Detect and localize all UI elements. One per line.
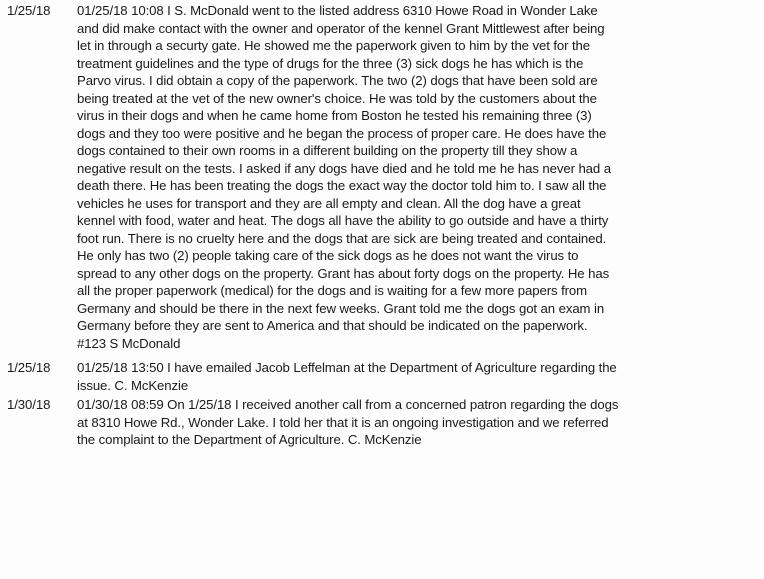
entry-date: 1/25/18 bbox=[7, 3, 51, 18]
entry-text bbox=[77, 359, 717, 394]
text-line: negative result on the tests. I asked if any dogs have died and he told me he has never had a bbox=[77, 160, 611, 176]
text-line: all the proper paperwork (medical) for the dogs and is waiting for a few more papers from bbox=[77, 283, 588, 298]
text-line: Germany and should be there in the next few weeks. Grant told me the dogs got an exam in bbox=[77, 300, 605, 316]
entry-text bbox=[77, 396, 717, 449]
text-line: and did make contact with the owner and operator of the kennel Grant Mittlewest after being bbox=[77, 20, 605, 36]
text-line: He only has two (2) people taking care of the sick dogs as he does not want the virus to bbox=[77, 248, 579, 263]
text-line: kennel with food, water and heat. The dogs all have the ability to go outside and have a thirty bbox=[77, 213, 609, 228]
text-line: 01/25/18 10:08 I S. McDonald went to the listed address 6310 Howe Road in Wonder Lake bbox=[77, 3, 598, 18]
text-line: 01/30/18 08:59 On 1/25/18 I received another call from a concerned patron regarding the dogs bbox=[77, 397, 619, 412]
text-line: Parvo virus. I did obtain a copy of the paperwork. The two (2) dogs that have been sold are bbox=[77, 73, 598, 88]
text-line: Germany before they are sent to America and that should be indicated on the paperwork. bbox=[77, 318, 588, 333]
text-line: 01/25/18 13:50 I have emailed Jacob Leffelman at the Department of Agriculture regarding the bbox=[77, 360, 617, 375]
entry-date: 1/30/18 bbox=[7, 397, 51, 412]
text-line: being treated at the vet of the new owner's choice. He was told by the customers about the bbox=[77, 90, 597, 106]
text-line: issue. C. McKenzie bbox=[77, 377, 189, 393]
text-line: vehicles he uses for transport and they are all empty and clean. All the dog have a great bbox=[77, 195, 581, 211]
text-line: virus in their dogs and when he came home from Boston he tested his remaining three (3) bbox=[77, 108, 592, 123]
text-line: at 8310 Howe Rd., Wonder Lake. I told her that it is an ongoing investigation and we referred bbox=[77, 414, 609, 430]
text-line: spread to any other dogs on the property. Grant has about forty dogs on the property. He has bbox=[77, 265, 610, 281]
officer-signature: #123 S McDonald bbox=[77, 335, 181, 351]
text-line: death there. He has been treating the dogs the exact way the doctor told him to. I saw all the bbox=[77, 178, 607, 193]
text-line: foot run. There is no cruelty here and the dogs that are sick are being treated and contained. bbox=[77, 230, 607, 246]
text-line: dogs and they too were positive and he began the process of proper care. He does have the bbox=[77, 125, 607, 141]
text-line: treatment guidelines and the type of drugs for the three (3) sick dogs he has which is the bbox=[77, 55, 584, 71]
entry-date: 1/25/18 bbox=[7, 360, 51, 375]
text-line: let in through a securty gate. He showed me the paperwork given to him by the vet for the bbox=[77, 38, 591, 53]
text-line: dogs contained to their own rooms in a different building on the property till they show a bbox=[77, 143, 578, 158]
entry-text bbox=[77, 2, 717, 352]
text-line: the complaint to the Department of Agriculture. C. McKenzie bbox=[77, 432, 422, 447]
